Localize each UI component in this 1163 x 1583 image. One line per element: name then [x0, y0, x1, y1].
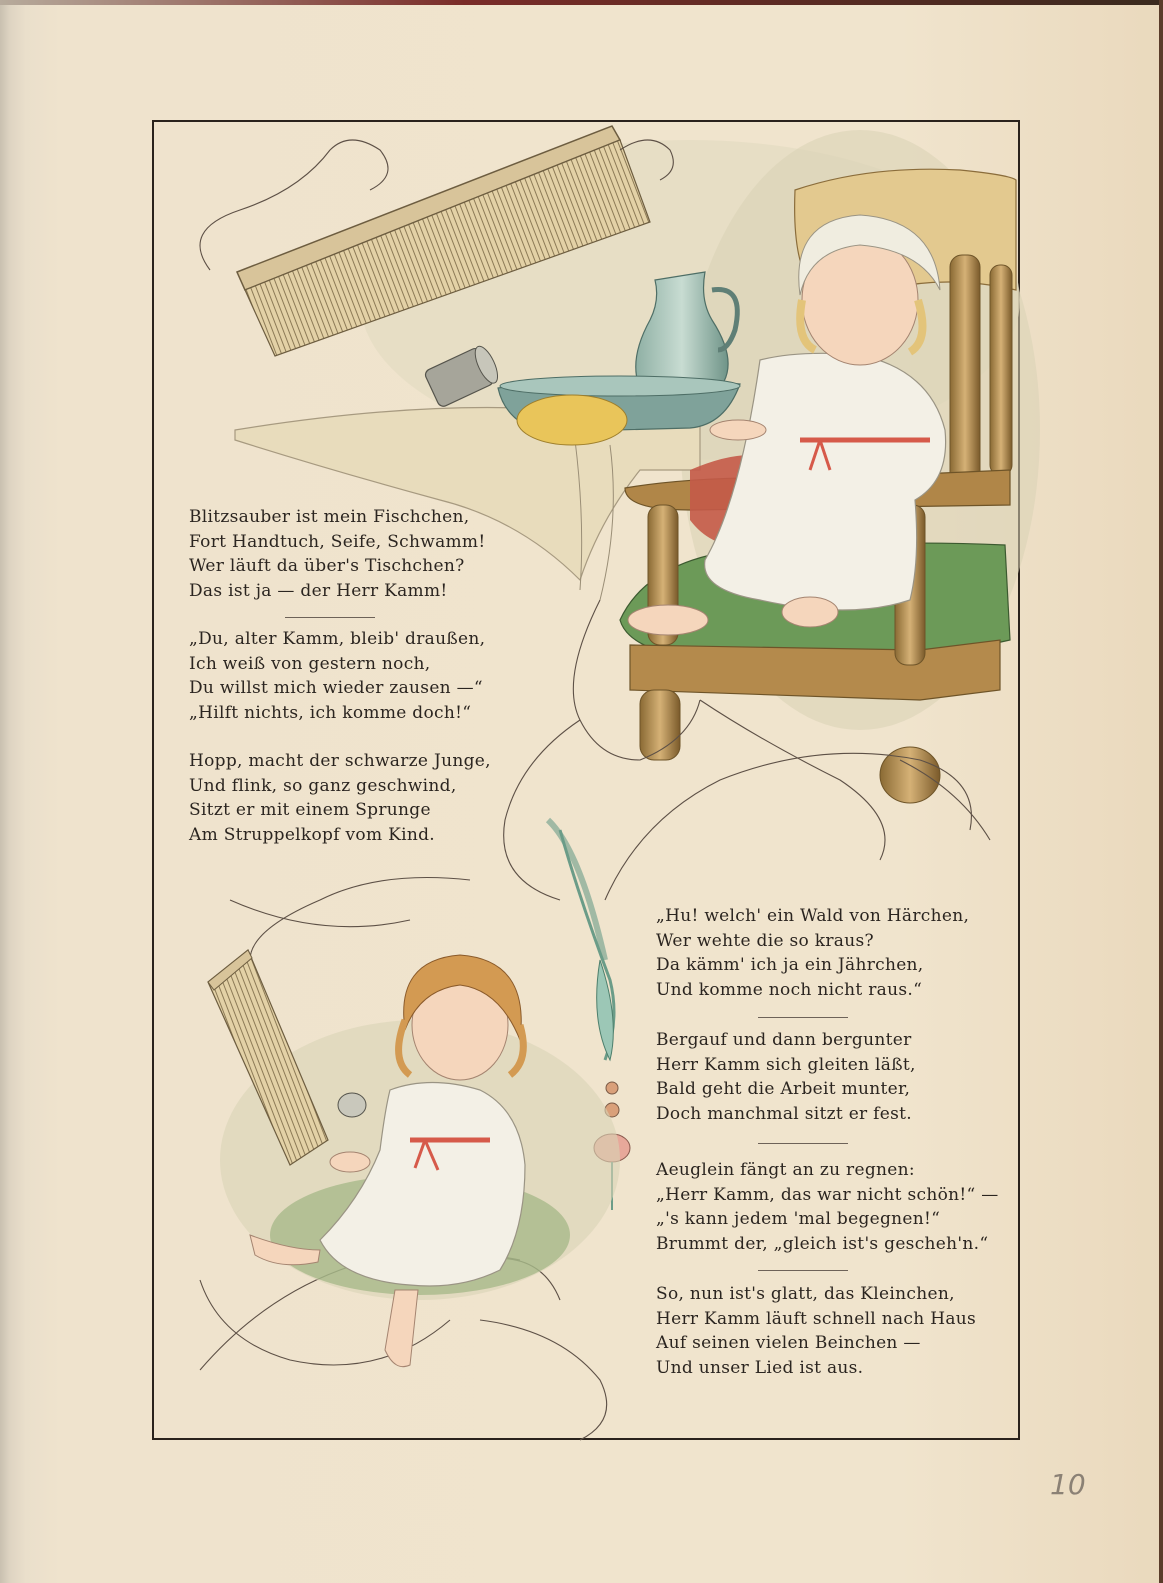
poem-line: So, nun ist's glatt, das Kleinchen, [656, 1284, 955, 1304]
poem-line: „Herr Kamm, das war nicht schön!“ — [656, 1184, 999, 1205]
poem-stanza-6 [656, 1158, 999, 1256]
poem-line: Aeuglein fängt an zu regnen: [656, 1160, 915, 1180]
stanza-divider [758, 1270, 848, 1271]
poem-line: Und flink, so ganz geschwind, [189, 775, 457, 796]
poem-line: Hopp, macht der schwarze Junge, [189, 751, 491, 771]
poem-line: Blitzsauber ist mein Fischchen, [189, 507, 470, 527]
poem-line: „Du, alter Kamm, bleib' draußen, [189, 629, 486, 649]
poem-line: Und komme noch nicht raus.“ [656, 979, 923, 1000]
stanza-divider [758, 1017, 848, 1018]
poem-line: Bald geht die Arbeit munter, [656, 1079, 911, 1099]
poem-line: Und unser Lied ist aus. [656, 1357, 864, 1378]
stanza-divider [758, 1143, 848, 1144]
poem-line: Sitzt er mit einem Sprunge [189, 800, 431, 820]
stanza-divider [285, 617, 375, 618]
poem-stanza-3 [189, 749, 491, 847]
poem-line: Da kämm' ich ja ein Jährchen, [656, 955, 924, 975]
poem-stanza-7 [656, 1282, 976, 1380]
poem-line: Am Struppelkopf vom Kind. [189, 824, 435, 845]
poem-line: „'s kann jedem 'mal begegnen!“ [656, 1209, 941, 1229]
poem-line: Doch manchmal sitzt er fest. [656, 1103, 912, 1124]
poem-line: „Hu! welch' ein Wald von Härchen, [656, 906, 970, 926]
poem-line: Du willst mich wieder zausen —“ [189, 678, 483, 698]
poem-stanza-2 [189, 627, 485, 725]
poem-line: Herr Kamm läuft schnell nach Haus [656, 1308, 977, 1329]
poem-line: Brummt der, „gleich ist's gescheh'n.“ [656, 1233, 989, 1254]
poem-stanza-4 [656, 904, 969, 1002]
poem-line: Bergauf und dann bergunter [656, 1030, 912, 1050]
poem-line: Wer läuft da über's Tischchen? [189, 556, 465, 576]
poem-stanza-5 [656, 1028, 916, 1126]
poem-line: „Hilft nichts, ich komme doch!“ [189, 702, 472, 723]
poem-line: Ich weiß von gestern noch, [189, 653, 431, 674]
poem-line: Auf seinen vielen Beinchen — [656, 1333, 921, 1353]
illustration-child-with-comb [208, 950, 620, 1367]
poem-line: Das ist ja — der Herr Kamm! [189, 580, 448, 601]
poem-stanza-1 [189, 505, 486, 603]
page-number: 10 [1050, 1468, 1086, 1501]
poem-line: Wer wehte die so kraus? [656, 930, 874, 951]
poem-line: Fort Handtuch, Seife, Schwamm! [189, 531, 486, 552]
poem-line: Herr Kamm sich gleiten läßt, [656, 1054, 916, 1075]
